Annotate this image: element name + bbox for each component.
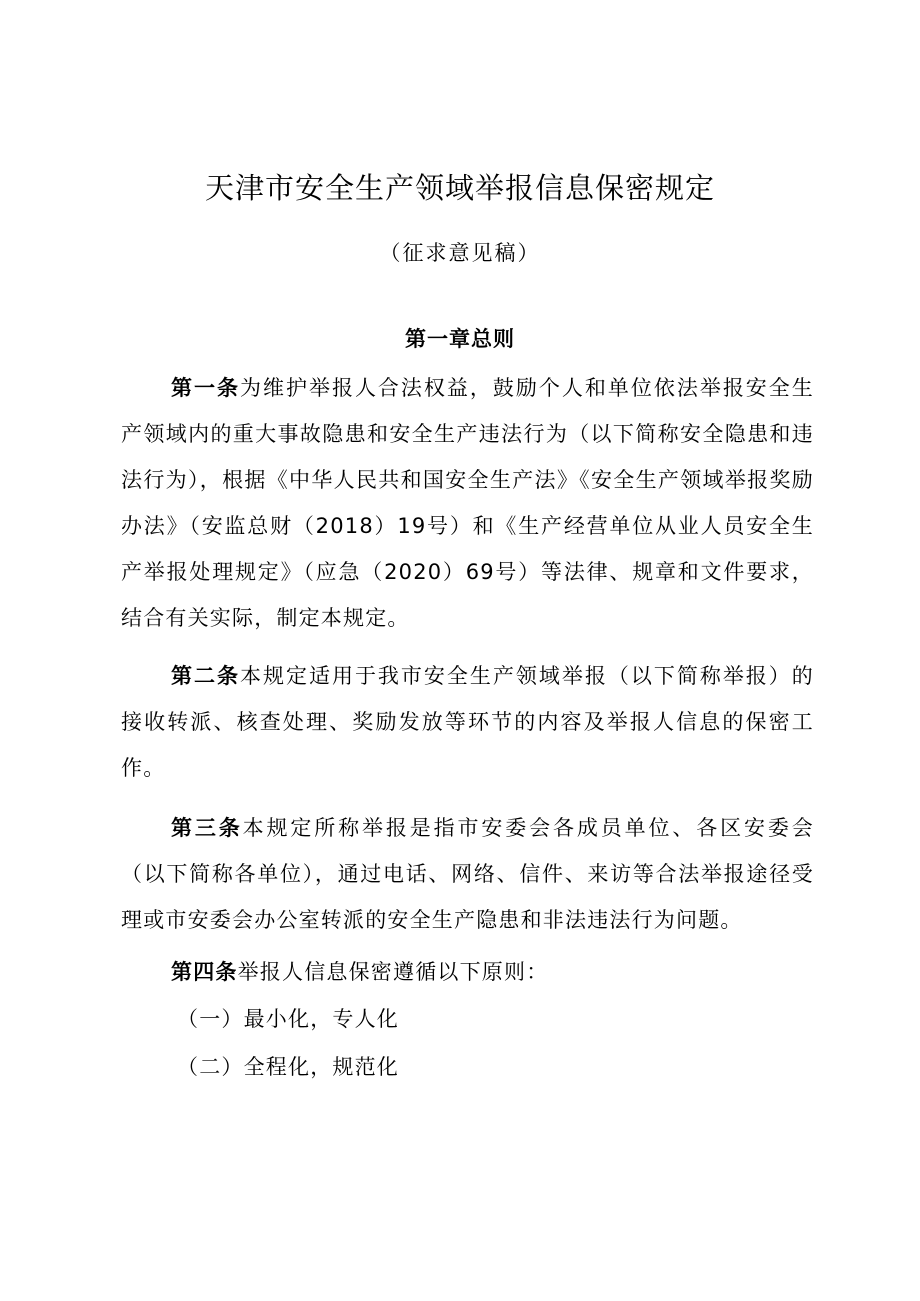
principle-item-2: （二）全程化，规范化 <box>177 1055 399 1079</box>
article-4-lead: 第四条 <box>171 960 238 984</box>
principle-item-1: （一）最小化，专人化 <box>177 1007 399 1031</box>
article-4 <box>121 949 814 995</box>
article-2 <box>121 653 814 791</box>
article-1-text: 为维护举报人合法权益，鼓励个人和单位依法举报安全生产领域内的重大事故隐患和安全生产违法行为（以下简称安全隐患和违法行为），根据《中华人民共和国安全生产法》《安全生产领域举报奖励办法》（安监总财（2018）19号）和《生产经营单位从业人员安全生产举报处理规定》（应急（2020）69号）等法律、规章和文件要求，结合有关实际，制定本规定。 <box>121 376 814 630</box>
article-4-text: 举报人信息保密遵循以下原则： <box>237 960 549 984</box>
article-3 <box>121 805 814 943</box>
article-3-lead: 第三条 <box>171 816 243 840</box>
article-1-lead: 第一条 <box>171 376 240 400</box>
article-3-text: 本规定所称举报是指市安委会各成员单位、各区安委会（以下简称各单位），通过电话、网络、信件、来访等合法举报途径受理或市安委会办公室转派的安全生产隐患和非法违法行为问题。 <box>121 816 814 932</box>
article-2-text: 本规定适用于我市安全生产领域举报（以下简称举报）的接收转派、核查处理、奖励发放等环节的内容及举报人信息的保密工作。 <box>121 664 814 780</box>
article-2-lead: 第二条 <box>171 664 240 688</box>
document-title: 天津市安全生产领域举报信息保密规定 <box>204 171 715 205</box>
document-subtitle: （征求意见稿） <box>379 241 541 265</box>
chapter-heading: 第一章总则 <box>405 327 515 351</box>
article-1 <box>121 365 814 641</box>
